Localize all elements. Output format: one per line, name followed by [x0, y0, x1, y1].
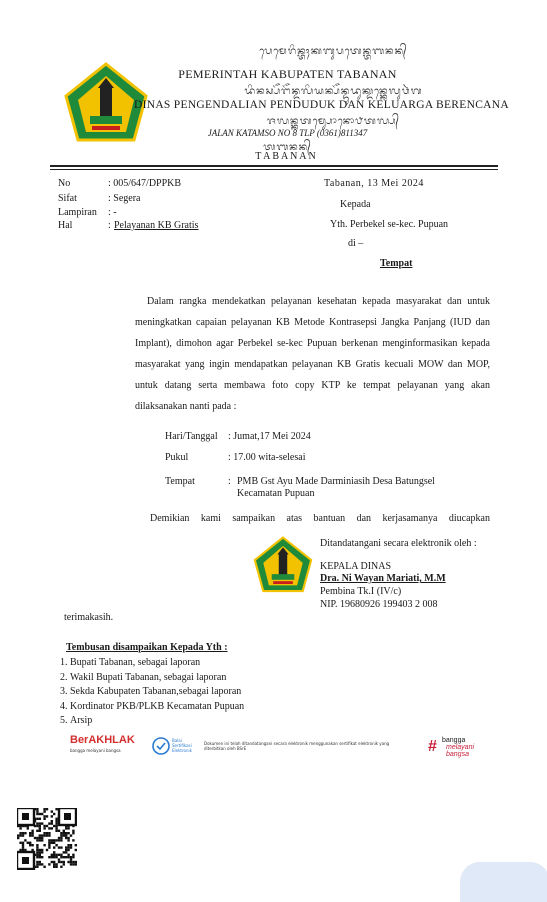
tembusan-list: [56, 656, 356, 729]
letter-date: Tabanan, 13 Mei 2024: [324, 178, 424, 189]
list-item: 1. Bupati Tabanan, sebagai laporan: [70, 656, 356, 671]
header-divider-thin: [50, 169, 498, 170]
hari-label: Hari/Tanggal: [165, 431, 218, 442]
list-item: 4. Kordinator PKB/PLKB Kecamatan Pupuan: [70, 700, 356, 715]
closing-thanks: terimakasih.: [64, 612, 114, 623]
header-address: JALAN KATAMSO NO 8 TLP (0361)811347: [207, 128, 368, 138]
signature-note: Ditandatangani secara elektronik oleh :: [320, 538, 477, 549]
chat-bubble[interactable]: [460, 862, 547, 902]
signature-logo: [252, 536, 314, 594]
tembusan-heading: Tembusan disampaikan Kepada Yth :: [66, 642, 228, 653]
bangga-line-1: bangga: [442, 737, 466, 744]
di-label: di –: [348, 238, 364, 249]
header-line-2: DINAS PENGENDALIAN PENDUDUK DAN KELUARGA BERENCANA: [133, 99, 509, 111]
tempat-heading: Tempat: [380, 258, 413, 269]
balinese-header-4: ᬢᬩᬦᬦ᭄: [263, 142, 312, 153]
tempat-colon: :: [228, 476, 231, 487]
closing-line: Demikian kami sampaikan atas bantuan dan kerjasamanya diucapkan: [150, 513, 490, 524]
list-item: 2. Wakil Bupati Tabanan, sebagai laporan: [70, 671, 356, 686]
bsre-line-1: Balai: [172, 738, 182, 743]
qr-code: [17, 808, 77, 870]
bangga-line-3: bangsa: [446, 751, 469, 758]
esign-note: Dokumen ini telah ditandatangani secara elektronik menggunakan sertifikat elektronik yang diterbitkan oleh BSrE: [204, 741, 390, 751]
lampiran-value: : -: [108, 207, 117, 218]
header-city: T A B A N A N: [255, 151, 316, 162]
tempat-value-1: PMB Gst Ayu Made Darminiasih Desa Batungsel: [237, 476, 435, 487]
signature-rank: Pembina Tk.I (IV/c): [320, 586, 402, 597]
berakhlak-logo: BerAKHLAK: [70, 734, 135, 746]
pukul-value: : 17.00 wita-selesai: [228, 452, 306, 463]
lampiran-label: Lampiran: [58, 207, 97, 218]
berakhlak-subtitle: bangga melayani bangsa: [70, 748, 121, 753]
body-paragraph: Dalam rangka mendekatkan pelayanan kesehatan kepada masyarakat dan untuk meningkatkan capaian pelayanan KB Metode Kontrasepsi Jangka Panjang (IUD dan Implant), dimohon agar Perbekel se-kec Pupuan berkenan menginformasikan kepada masyarakat yang ingin mendapatkan pelayanan KB Gratis kecuali MOW dan MOP, untuk datang serta membawa foto copy KTP ke tempat pelayanan yang akan dilaksanakan nanti pada :: [135, 296, 490, 412]
signature-title: KEPALA DINAS: [320, 561, 392, 572]
tempat-label: Tempat: [165, 476, 195, 487]
hal-value: Pelayanan KB Gratis: [114, 220, 199, 231]
tempat-value-2: Kecamatan Pupuan: [237, 488, 315, 499]
hari-value: : Jumat,17 Mei 2024: [228, 431, 311, 442]
recipient: Yth. Perbekel se-kec. Pupuan: [330, 219, 449, 230]
balinese-header-2: ᬤᬶᬦᬲ᭄ᬧᭂᬗᭂᬦ᭄ᬤᬮᬶᬬᬦ᭄ᬧᭂᬦ᭄ᬤᬸᬤᬸᬓ᭄ᬤᬦ᭄ᬓᬾᬮᬸᬯᬃᬕ: [244, 86, 423, 97]
sifat-label: Sifat: [58, 193, 77, 204]
header-line-1: PEMERINTAH KABUPATEN TABANAN: [178, 67, 397, 81]
hashtag-icon: #: [428, 738, 437, 755]
hal-colon: :: [108, 220, 111, 231]
balinese-header-1: ᬧᬾᬫᬾᬭᬶᬦ᭄ᬢᬄᬓᬩᬸᬧᬢᬾᬦ᭄ᬢᬩᬦᬦ᭄: [259, 46, 408, 57]
bangga-line-2: melayani: [446, 744, 475, 751]
kepada-label: Kepada: [340, 199, 371, 210]
signature-name: Dra. Ni Wayan Mariati, M.M: [320, 573, 446, 584]
header-divider: [50, 165, 498, 167]
signature-nip: NIP. 19680926 199403 2 008: [320, 599, 438, 610]
bsre-line-3: Elektronik: [172, 748, 192, 753]
no-value: : 005/647/DPPKB: [108, 178, 182, 189]
bsre-icon: [152, 737, 170, 755]
sifat-value: : Segera: [108, 193, 141, 204]
no-label: No: [58, 178, 71, 189]
list-item: 3. Sekda Kabupaten Tabanan,sebagai laporan: [70, 685, 356, 700]
hal-label: Hal: [58, 220, 73, 231]
list-item: 5. Arsip: [70, 714, 356, 729]
bsre-line-2: Sertifikasi: [172, 743, 192, 748]
balinese-header-3: ᬚᬮᬦ᭄ᬓᬢᬫ᭄ᬲᭀᬦᭀ᭘ᬢᬮ᭄ᬧ᭄: [267, 116, 400, 127]
pukul-label: Pukul: [165, 452, 189, 463]
